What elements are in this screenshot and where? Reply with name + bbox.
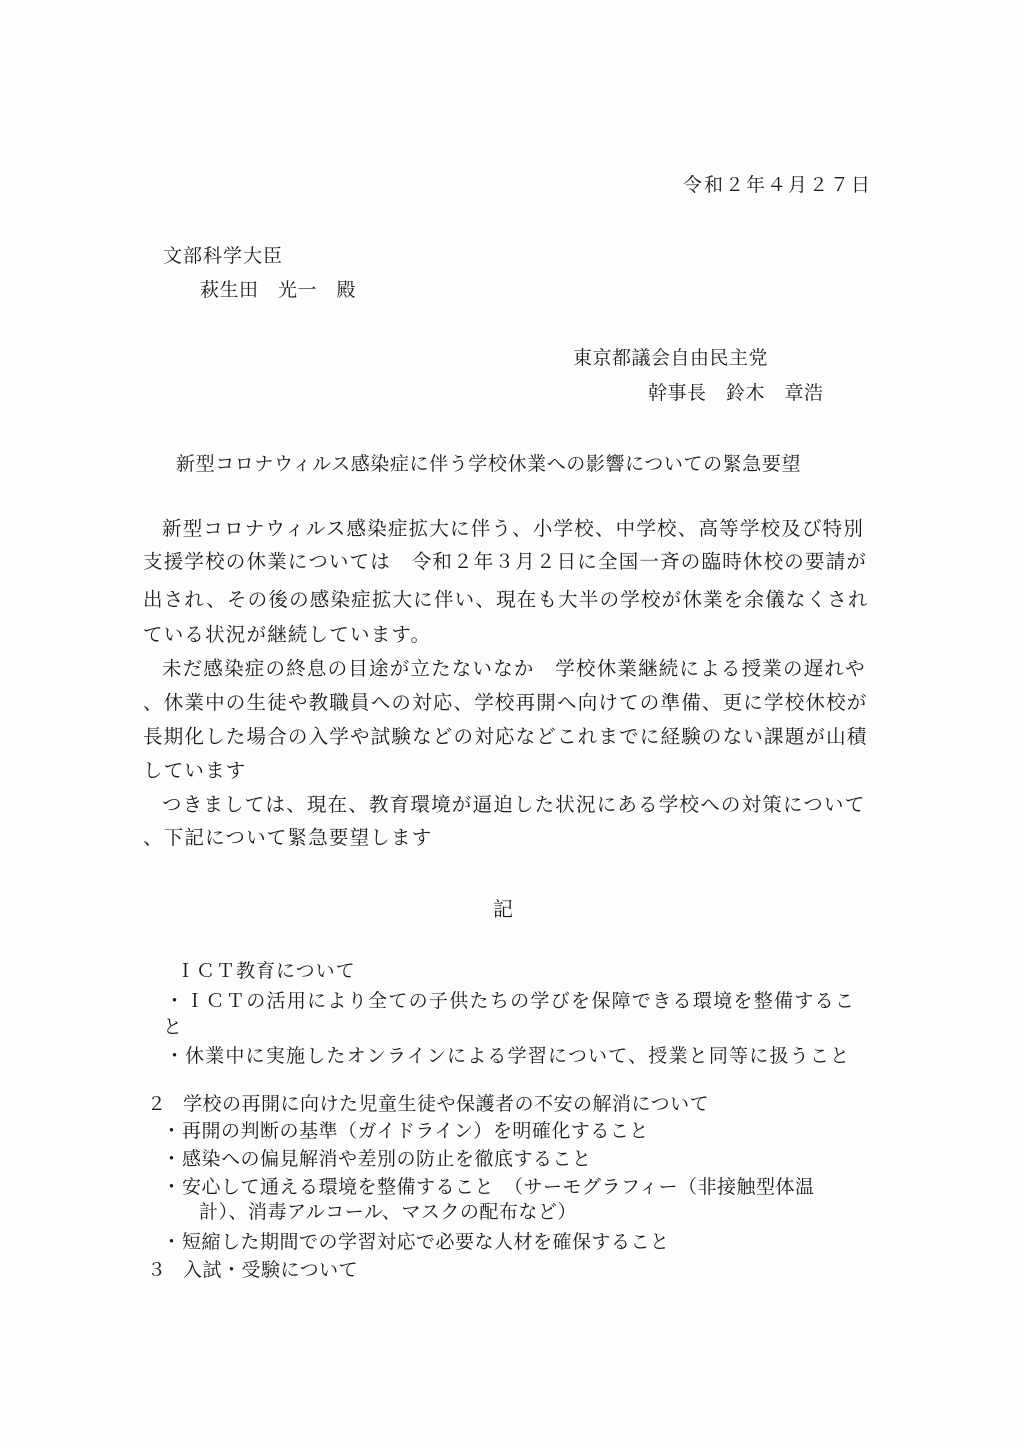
bullet: ・ [165,1045,186,1067]
body-line: しています [143,759,247,782]
heading-text: 学校の再開に向けた児童生徒や保護者の不安の解消について [183,1093,710,1115]
body-line: 新型コロナウィルス感染症拡大に伴う、小学校、中学校、高等学校及び特別 [162,517,865,540]
sender-organization: 東京都議会自由民主党 [573,347,769,369]
item-text: 休業中に実施したオンラインによる学習について、授業と同等に扱うこと [185,1045,851,1067]
heading-text: 入試・受験について [183,1259,359,1281]
item-text: 再開の判断の基準（ガイドライン）を明確化すること [182,1120,649,1142]
section-number: ３ [147,1259,167,1281]
section-2-item [162,1146,592,1172]
bullet: ・ [162,1120,182,1142]
item-text: 短縮した期間での学習対応で必要な人材を確保すること [182,1231,670,1253]
ki-heading: 記 [493,897,514,921]
section-2-item-continued: 計）、消毒アルコール、マスクの配布など） [199,1201,577,1223]
section-2-item [162,1229,670,1255]
section-1-heading: ＩＣＴ教育について [176,960,356,982]
body-line: ている状況が継続しています。 [143,623,432,646]
body-line: 、休業中の生徒や教職員への対応、学校再開へ向けての準備、更に学校休校が [143,691,868,714]
sender-name: 幹事長 鈴木 章浩 [648,382,824,404]
body-line: 未だ感染症の終息の目途が立たないなか 学校休業継続による授業の遅れや [162,657,866,680]
recipient-name: 萩生田 光一 殿 [200,279,357,301]
section-2-item [162,1118,649,1144]
item-text: ＩＣＴの活用により全ての子供たちの学びを保障できる環境を整備するこ [185,990,856,1012]
section-1-item [165,1043,850,1069]
document-date: 令和２年４月２７日 [683,174,873,196]
document-title: 新型コロナウィルス感染症に伴う学校休業への影響についての緊急要望 [176,453,802,475]
body-line: 、下記について緊急要望します [143,826,433,849]
section-2-heading [147,1091,709,1117]
body-line: 支援学校の休業については 令和２年３月２日に全国一斉の臨時休校の要請が [143,550,868,573]
item-text: 安心して通える環境を整備すること （サーモグラフィー（非接触型体温 [182,1176,815,1198]
body-line: つきましては、現在、教育環境が逼迫した状況にある学校への対策について [162,793,866,816]
body-line: 長期化した場合の入学や試験などの対応などこれまでに経験のない課題が山積 [143,725,868,748]
recipient-title: 文部科学大臣 [163,245,284,267]
bullet: ・ [165,990,186,1012]
section-2-item [162,1174,814,1200]
body-line: 出され、その後の感染症拡大に伴い、現在も大半の学校が休業を余儀なくされ [143,588,869,611]
section-3-heading [147,1257,358,1283]
section-1-item-continued: と [163,1016,183,1038]
section-number: ２ [147,1093,167,1115]
bullet: ・ [162,1176,182,1198]
bullet: ・ [162,1148,182,1170]
section-1-item [165,988,855,1014]
bullet: ・ [162,1231,182,1253]
item-text: 感染への偏見解消や差別の防止を徹底すること [182,1148,592,1170]
